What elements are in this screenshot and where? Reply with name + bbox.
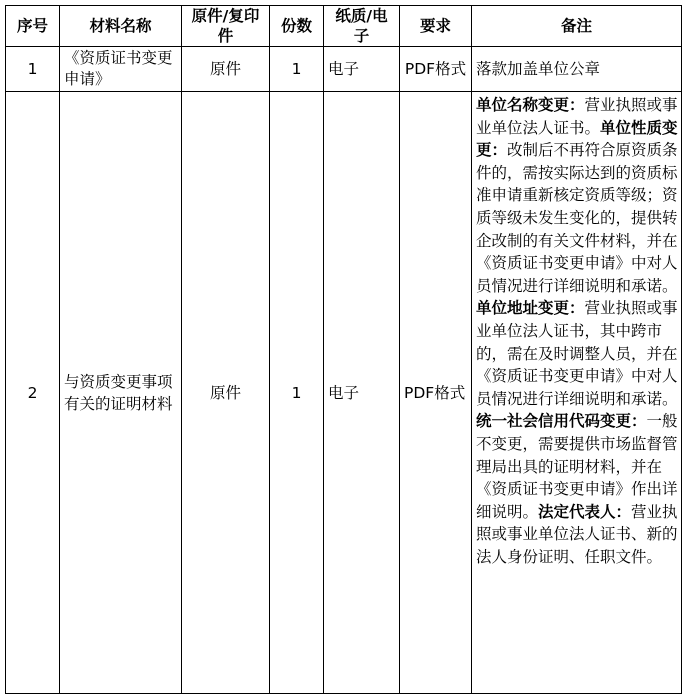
cell-name: 与资质变更事项有关的证明材料 xyxy=(60,92,182,694)
header-requirement: 要求 xyxy=(400,6,472,47)
remark-text: 落款加盖单位公章 xyxy=(476,59,601,78)
cell-original: 原件 xyxy=(182,92,270,694)
remark-text-address-change: 营业执照或事业单位法人证书，其中跨市的，需在及时调整人员，并在《资质证书变更申请》中对人员情况进行详细说明和承诺。 xyxy=(476,299,678,408)
remark-text-nature-change: 改制后不再符合原资质条件的，需按实际达到的资质标准申请重新核定资质等级；资质等级未发生变化的，提供转企改制的有关文件材料，并在《资质证书变更申请》中对人员情况进行详细说明和承诺。 xyxy=(476,141,678,295)
remark-label-name-change: 单位名称变更： xyxy=(476,96,585,114)
header-index: 序号 xyxy=(6,6,60,47)
cell-remarks xyxy=(472,47,682,92)
header-row xyxy=(6,6,682,47)
cell-medium: 电子 xyxy=(324,47,400,92)
materials-table xyxy=(5,5,682,694)
table-row xyxy=(6,92,682,694)
remark-text-legal-rep: 营业执照或事业单位法人证书、新的法人身份证明、任职文件。 xyxy=(476,502,678,566)
cell-medium: 电子 xyxy=(324,92,400,694)
header-medium: 纸质/电子 xyxy=(324,6,400,47)
header-name: 材料名称 xyxy=(60,6,182,47)
remark-text-name-change: 营业执照或事业单位法人证书。 xyxy=(476,96,678,137)
cell-requirement: PDF格式 xyxy=(400,92,472,694)
cell-requirement: PDF格式 xyxy=(400,47,472,92)
cell-index: 2 xyxy=(6,92,60,694)
header-copies: 份数 xyxy=(270,6,324,47)
cell-remarks xyxy=(472,92,682,694)
remark-text-credit-code-change: 一般不变更，需要提供市场监督管理局出具的证明材料，并在《资质证书变更申请》作出详细说明。 xyxy=(476,412,678,521)
header-remarks: 备注 xyxy=(472,6,682,47)
cell-original: 原件 xyxy=(182,47,270,92)
remark-label-address-change: 单位地址变更： xyxy=(476,299,585,318)
cell-copies: 1 xyxy=(270,47,324,92)
remark-label-nature-change: 单位性质变更： xyxy=(476,118,678,160)
cell-index: 1 xyxy=(6,47,60,92)
cell-name: 《资质证书变更申请》 xyxy=(60,47,182,92)
cell-copies: 1 xyxy=(270,92,324,694)
table-row xyxy=(6,47,682,92)
remark-label-credit-code-change: 统一社会信用代码变更： xyxy=(476,412,647,431)
header-original: 原件/复印件 xyxy=(182,6,270,47)
remark-label-legal-rep: 法定代表人： xyxy=(538,502,632,521)
